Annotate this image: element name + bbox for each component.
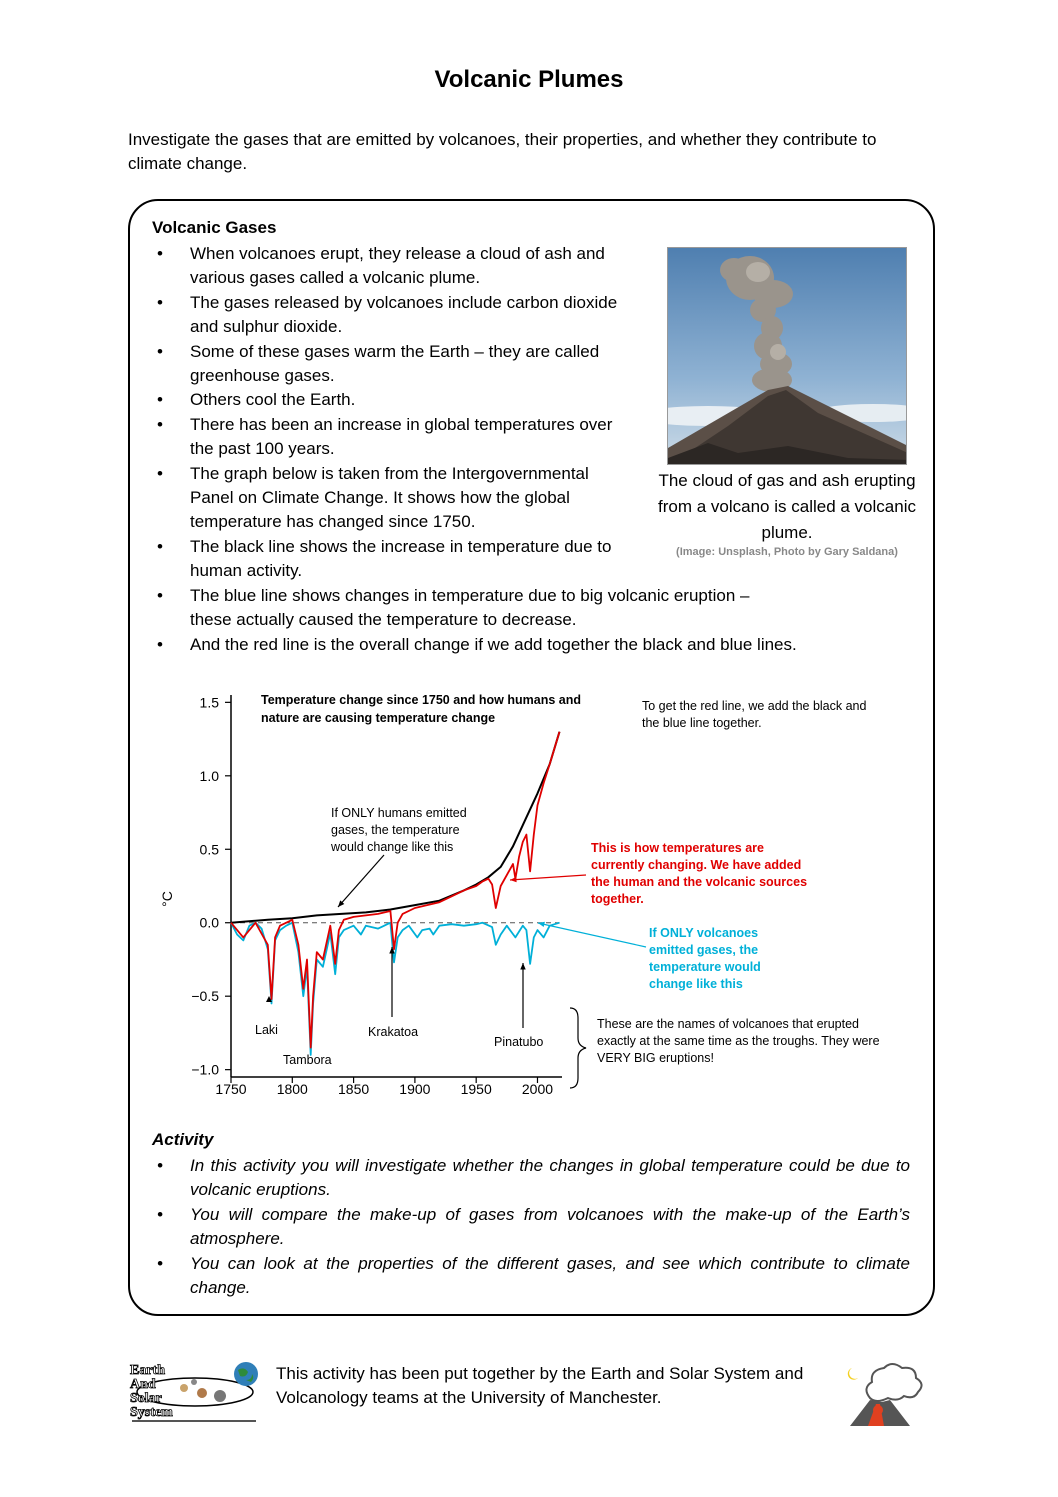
x-tick-label: 2000 bbox=[521, 1081, 554, 1097]
note-line: gases, the temperature bbox=[331, 823, 460, 837]
x-tick-label: 1850 bbox=[338, 1081, 370, 1097]
y-tick-label: 0.0 bbox=[199, 914, 219, 931]
list-item: • Others cool the Earth. bbox=[157, 390, 356, 410]
activity-heading: Activity bbox=[152, 1130, 214, 1149]
list-item: • Some of these gases warm the Earth – they are called greenhouse gases. bbox=[157, 341, 600, 386]
volcano-label-krakatoa: Krakatoa bbox=[368, 1025, 419, 1039]
chart-title-line-2: nature are causing temperature change bbox=[261, 711, 496, 725]
series-line bbox=[231, 732, 560, 1048]
temperature-chart bbox=[150, 685, 910, 1105]
logo-text-line: Solar bbox=[130, 1391, 162, 1406]
y-tick-label: −1.0 bbox=[191, 1061, 219, 1078]
bullet-text: Others cool the Earth. bbox=[190, 390, 356, 410]
x-tick-label: 1900 bbox=[399, 1081, 431, 1097]
human-note-arrow bbox=[338, 855, 384, 907]
x-tick-label: 1800 bbox=[276, 1081, 308, 1097]
volcano-note-arrow bbox=[538, 923, 646, 947]
volcano-note bbox=[649, 925, 761, 993]
bullet-text: In this activity you will investigate whether the changes in global temperature could be due to volcanic eruptions. bbox=[190, 1156, 910, 1200]
y-tick-label: 1.0 bbox=[199, 767, 219, 784]
overall-note-arrow bbox=[510, 875, 586, 880]
activity-list bbox=[152, 1154, 910, 1300]
page-title: Volcanic Plumes bbox=[434, 66, 624, 93]
note-line: This is how temperatures are bbox=[591, 841, 764, 855]
volcano-label-pinatubo: Pinatubo bbox=[494, 1035, 544, 1049]
note-line: VERY BIG eruptions! bbox=[597, 1051, 714, 1065]
list-item: • You will compare the make-up of gases from volcanoes with the make-up of the Earth’s atmosphere. bbox=[157, 1204, 910, 1249]
bullet-text: You can look at the properties of the different gases, and see which contribute to climate change. bbox=[190, 1253, 910, 1298]
note-line: currently changing. We have added bbox=[591, 858, 802, 872]
earth-and-solar-system-logo bbox=[128, 1360, 262, 1424]
list-item: • When volcanoes erupt, they release a cloud of ash and various gases called a volcanic plume. bbox=[157, 244, 605, 288]
photo-caption: The cloud of gas and ash erupting from a volcano is called a volcanic plume. bbox=[658, 471, 916, 542]
list-item: • The graph below is taken from the Intergovernmental Panel on Climate Change. It shows how the global temperature has changed since 1750. bbox=[157, 463, 589, 532]
red-line-note bbox=[642, 698, 866, 732]
list-item: • The blue line shows changes in temperature due to big volcanic eruption – these actually caused the temperature to decrease. bbox=[157, 585, 750, 630]
list-item: • The gases released by volcanoes include carbon dioxide and sulphur dioxide. bbox=[157, 292, 618, 337]
note-line: These are the names of volcanoes that erupted bbox=[597, 1017, 859, 1031]
bullet-text: Some of these gases warm the Earth – they are called greenhouse gases. bbox=[190, 341, 600, 386]
note-line: If ONLY humans emitted bbox=[331, 806, 467, 820]
y-tick-label: −0.5 bbox=[191, 988, 219, 1005]
footer-credit-text: This activity has been put together by the Earth and Solar System and Volcanology teams at the University of Manchester. bbox=[276, 1364, 804, 1407]
volcanic-gases-heading: Volcanic Gases bbox=[152, 218, 277, 237]
bullet-text: The graph below is taken from the Intergovernmental Panel on Climate Change. It shows how the global temperature has changed since 1750. bbox=[190, 463, 589, 532]
x-tick-label: 1750 bbox=[215, 1081, 247, 1097]
note-line: To get the red line, we add the black and bbox=[642, 699, 867, 713]
y-tick-label: 0.5 bbox=[199, 841, 219, 858]
list-item: • You can look at the properties of the different gases, and see which contribute to climate change. bbox=[157, 1253, 910, 1298]
volcano-plume-photo bbox=[667, 247, 907, 465]
overall-note-arrow-head bbox=[510, 877, 517, 882]
volcano-label-tambora: Tambora bbox=[283, 1053, 332, 1067]
logo-text-line: Earth bbox=[130, 1363, 165, 1378]
y-tick-label: 1.5 bbox=[199, 694, 219, 711]
bullet-text: And the red line is the overall change if we add together the black and blue lines. bbox=[190, 634, 797, 654]
note-line: If ONLY volcanoes bbox=[649, 926, 759, 940]
bullet-text: There has been an increase in global temperatures over the past 100 years. bbox=[190, 414, 613, 459]
note-line: change like this bbox=[649, 977, 743, 991]
overall-note bbox=[591, 840, 807, 908]
note-line: the blue line together. bbox=[642, 716, 762, 730]
bullet-text: The black line shows the increase in temperature due to human activity. bbox=[190, 536, 612, 581]
list-item: • And the red line is the overall change if we add together the black and blue lines. bbox=[157, 634, 797, 654]
eruptions-note bbox=[597, 1016, 880, 1067]
volcano-label-laki: Laki bbox=[255, 1023, 278, 1037]
note-line: the human and the volcanic sources bbox=[591, 875, 808, 889]
note-line: exactly at the same time as the troughs. They were bbox=[597, 1034, 880, 1048]
note-line: would change like this bbox=[331, 840, 454, 854]
logo-text-line: System bbox=[130, 1405, 173, 1420]
volcano-cartoon-icon bbox=[840, 1358, 930, 1428]
bullet-text: When volcanoes erupt, they release a cloud of ash and various gases called a volcanic plume. bbox=[190, 244, 605, 288]
intro-paragraph: Investigate the gases that are emitted by volcanoes, their properties, and whether they contribute to climate change. bbox=[128, 130, 877, 173]
list-item: • The black line shows the increase in temperature due to human activity. bbox=[157, 536, 612, 581]
bullet-text: The blue line shows changes in temperature due to big volcanic eruption – these actually caused the temperature to decrease. bbox=[190, 585, 750, 630]
note-line: together. bbox=[591, 892, 644, 906]
pinatubo-arrow-head bbox=[520, 963, 525, 969]
eruptions-bracket bbox=[570, 1008, 586, 1088]
list-item: • There has been an increase in global temperatures over the past 100 years. bbox=[157, 414, 613, 459]
note-line: temperature would bbox=[649, 960, 761, 974]
photo-credit: (Image: Unsplash, Photo by Gary Saldana) bbox=[676, 546, 898, 558]
list-item: • In this activity you will investigate whether the changes in global temperature could be due to volcanic eruptions. bbox=[157, 1156, 910, 1200]
logo-text-line: And bbox=[130, 1377, 156, 1392]
chart-title-line-1: Temperature change since 1750 and how humans and bbox=[261, 693, 582, 707]
y-axis-label: °C bbox=[159, 891, 175, 907]
bullet-text: You will compare the make-up of gases from volcanoes with the make-up of the Earth’s atmosphere. bbox=[190, 1204, 910, 1249]
human-note bbox=[331, 805, 467, 856]
note-line: emitted gases, the bbox=[649, 943, 759, 957]
bullet-text: The gases released by volcanoes include carbon dioxide and sulphur dioxide. bbox=[190, 292, 618, 337]
x-tick-label: 1950 bbox=[460, 1081, 492, 1097]
